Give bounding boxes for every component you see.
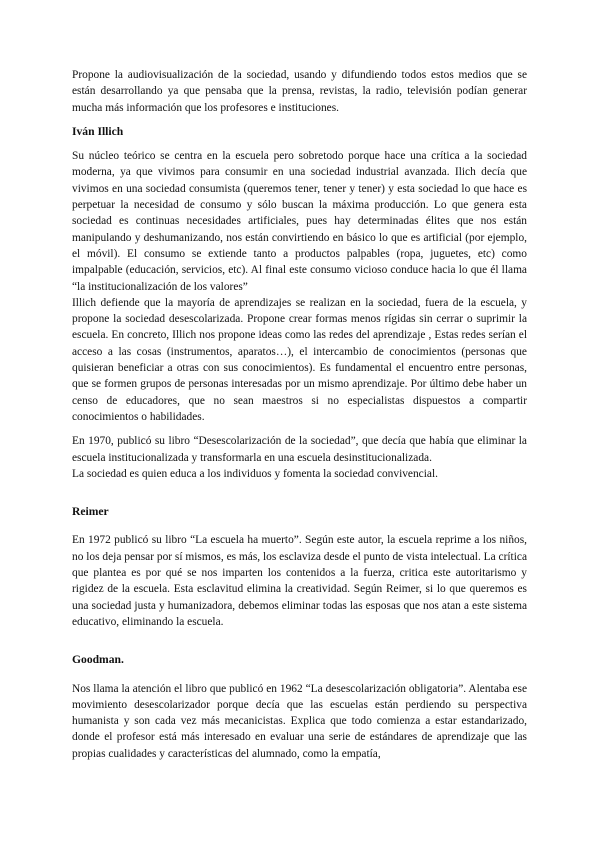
reimer-paragraph-1: En 1972 publicó su libro “La escuela ha muerto”. Según este autor, la escuela reprime a los niños, no los deja pensar por sí mismos, es más, los esclaviza desde el punto de vista intelectual. La crítica que plantea es por qué se nos imparten los contenidos a la fuerza, critica este autoritarismo y rigidez de la escuela. Esta esclavitud elimina la creatividad. Según Reimer, si lo que queremos es una sociedad justa y humanizadora, debemos eliminar todas las esposas que nos atan a este sistema educativo, eliminando la escuela. [72, 534, 527, 628]
illich-paragraph-4: La sociedad es quien educa a los individuos y fomenta la sociedad convivencial. [72, 467, 438, 480]
illich-heading: Iván Illich [72, 124, 124, 138]
illich-paragraph-3: En 1970, publicó su libro “Desescolarización de la sociedad”, que decía que había que eliminar la escuela institucionalizada y transformarla en una escuela desinstitucionalizada. [72, 435, 527, 464]
goodman-heading: Goodman. [72, 653, 124, 667]
document-body [72, 67, 527, 762]
intro-paragraph: Propone la audiovisualización de la sociedad, usando y difundiendo todos estos medios que se están desarrollando ya que pensaba que la prensa, revistas, la radio, televisión podían generar mucha más información que los profesores e instituciones. [72, 69, 527, 114]
reimer-heading: Reimer [72, 505, 109, 519]
goodman-paragraph-1: Nos llama la atención el libro que publicó en 1962 “La desescolarización obligatoria”. Alentaba ese movimiento desescolarizador porque decía que las escuelas están perdiendo su perspectiva humanista y son cada vez más mecanicistas. Explica que todo comienza a estar estandarizado, donde el profesor está más interesado en evaluar una serie de estándares de aprendizaje que las propias cualidades y características del alumnado, como la empatía, [72, 682, 527, 760]
illich-paragraph-2: Illich defiende que la mayoría de aprendizajes se realizan en la sociedad, fuera de la escuela, y propone la sociedad desescolarizada. Propone crear formas menos rígidas sin cerrar o suprimir la escuela. En concreto, Illich nos propone ideas como las redes del aprendizaje , Estas redes serían el acceso a las cosas (instrumentos, aparatos…), el intercambio de conocimientos (personas que quisieran beneficiar a otras con sus conocimientos). Es fundamental el encuentro entre personas, que se formen grupos de personas interesadas por un mismo aprendizaje. Por último debe haber un censo de educadores, que no sean maestros si no especialistas dispuestos a compartir conocimientos o habilidades. [72, 296, 527, 423]
illich-paragraph-1: Su núcleo teórico se centra en la escuela pero sobretodo porque hace una crítica a la sociedad moderna, ya que vivimos para consumir en una sociedad industrial avanzada. Ilich decía que vivimos en una sociedad consumista (queremos tener, tener y tener) y esta sociedad lo que hace es perpetuar la necesidad de consumo y sólo buscan la máxima producción. Lo que genera esta sociedad es continuas necesidades artificiales, pues hay determinadas élites que nos están manipulando y deshumanizando, nos están convirtiendo en básico lo que es artificial (por ejemplo, el móvil). El consumo se extiende tanto a productos palpables (ropa, juguetes, etc) como impalpable (educación, servicios, etc). Al final este consumo vicioso conduce hacia lo que él llama “la institucionalización de los valores” [72, 150, 527, 293]
